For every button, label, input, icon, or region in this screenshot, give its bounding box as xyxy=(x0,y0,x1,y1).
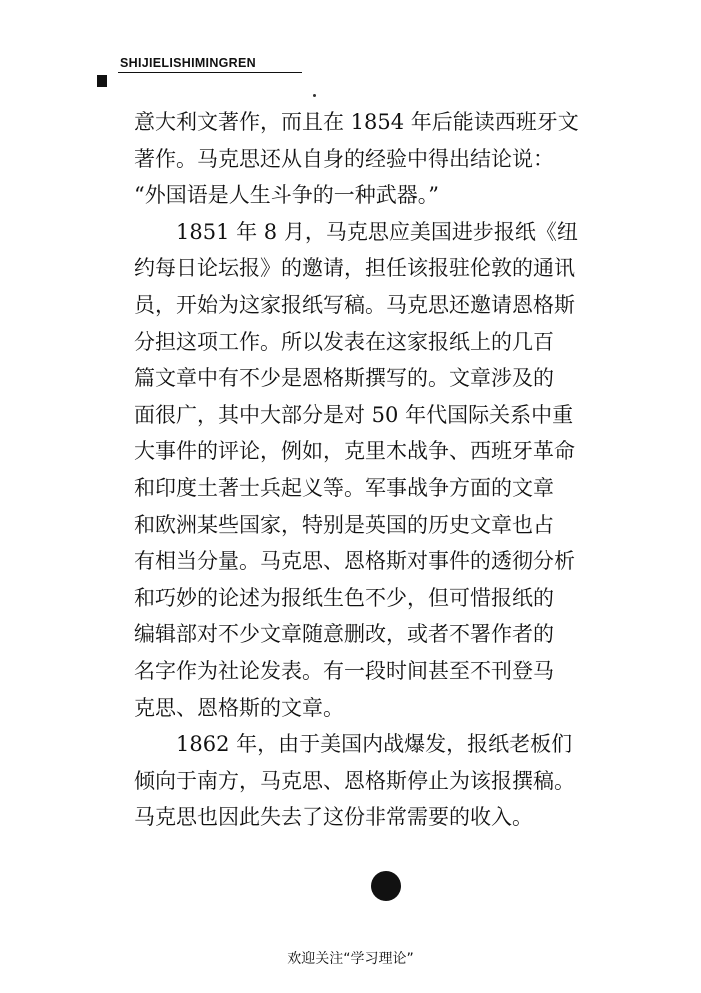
text-line: 面很广，其中大部分是对 50 年代国际关系中重 xyxy=(134,402,574,427)
text-line: 著作。马克思还从自身的经验中得出结论说： xyxy=(134,146,554,171)
dust-speck xyxy=(313,94,316,97)
text-line: 有相当分量。马克思、恩格斯对事件的透彻分析 xyxy=(134,549,575,574)
text-line: 员，开始为这家报纸写稿。马克思还邀请恩格斯 xyxy=(134,292,575,317)
text-line: 1851 年 8 月，马克思应美国进步报纸《纽 xyxy=(176,219,578,244)
text-line: “外国语是人生斗争的一种武器。” xyxy=(134,183,439,208)
text-line: 编辑部对不少文章随意删改，或者不署作者的 xyxy=(134,622,554,647)
corner-mark xyxy=(97,75,107,87)
running-head: SHIJIELISHIMINGREN xyxy=(120,56,256,70)
text-line: 分担这项工作。所以发表在这家报纸上的几百 xyxy=(134,329,554,354)
text-line: 约每日论坛报》的邀请，担任该报驻伦敦的通讯 xyxy=(134,256,575,281)
body-text xyxy=(134,104,634,836)
text-line: 1862 年，由于美国内战爆发，报纸老板们 xyxy=(176,732,573,757)
text-line: 克思、恩格斯的文章。 xyxy=(134,695,344,720)
text-line: 意大利文著作，而且在 1854 年后能读西班牙文 xyxy=(134,110,579,134)
text-line: 倾向于南方，马克思、恩格斯停止为该报撰稿。 xyxy=(134,768,575,793)
text-line: 篇文章中有不少是恩格斯撰写的。文章涉及的 xyxy=(134,366,554,391)
text-line: 大事件的评论，例如，克里木战争、西班牙革命 xyxy=(134,439,575,464)
text-line: 和巧妙的论述为报纸生色不少，但可惜报纸的 xyxy=(134,585,554,610)
text-line: 和印度土著士兵起义等。军事战争方面的文章 xyxy=(134,475,554,500)
header-rule xyxy=(118,72,302,73)
ink-blot xyxy=(371,871,401,901)
text-line: 名字作为社论发表。有一段时间甚至不刊登马 xyxy=(134,658,554,683)
text-line: 和欧洲某些国家，特别是英国的历史文章也占 xyxy=(134,512,554,537)
footer-note: 欢迎关注“学习理论” xyxy=(287,951,414,967)
text-line: 马克思也因此失去了这份非常需要的收入。 xyxy=(134,805,533,830)
